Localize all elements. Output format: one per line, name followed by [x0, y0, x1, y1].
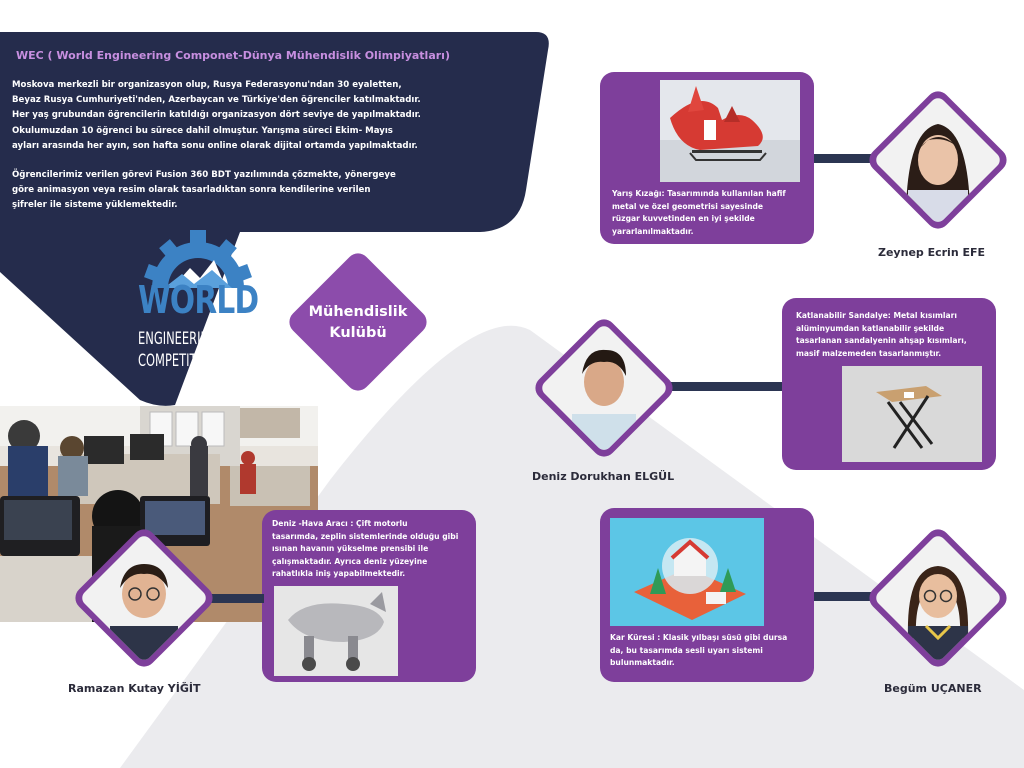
- connector-line: [814, 592, 874, 601]
- project-card-sled: [600, 72, 814, 244]
- snow-globe-icon: [610, 518, 764, 626]
- student-name-zeynep: Zeynep Ecrin EFE: [878, 246, 986, 259]
- intro-title: WEC ( World Engineering Componet-Dünya Mühendislik Olimpiyatları): [16, 49, 450, 62]
- student-name-ramazan: Ramazan Kutay YİĞİT: [68, 682, 201, 695]
- intro-paragraph-1: Moskova merkezli bir organizasyon olup, Rusya Federasyonu'ndan 30 eyaletten, Beyaz Rusya Cumhuriyeti'nden, Azerbaycan ve Türkiye'den öğrenciler katılmaktadır. Her yaş grubundan öğrencilerin katıldığı organizasyon dört seviye de yapılmaktadır. Okulumuzdan 10 öğrenci bu sürece dahil olmuştur. Yarışma süreci Ekim- Mayıs ayları arasında her ayın, son hafta sonu online olarak dijital ortamda yapılmaktadır.: [12, 80, 421, 151]
- student-photo-begum: [868, 528, 1008, 668]
- connector-line: [664, 382, 782, 391]
- logo-word-competitions: COMPETITIONS: [138, 351, 225, 371]
- world-engineering-logo: [138, 230, 258, 380]
- project-card-chair: [782, 298, 996, 470]
- project-card-snow-globe: [600, 508, 814, 682]
- project-text-sled: Yarış Kızağı: Tasarımında kullanılan hafif metal ve özel geometrisi sayesinde rüzgar kuvvetinden en iyi şekilde yararlanılmaktadır.: [612, 189, 786, 236]
- sea-air-vehicle-icon: [274, 586, 398, 676]
- project-text-snow-globe: Kar Küresi : Klasik yılbaşı süsü gibi dursa da, bu tasarımda sesli uyarı sistemi bulunmaktadır.: [610, 633, 788, 668]
- logo-word-engineering: ENGINEERING: [138, 329, 218, 349]
- logo-word-world: WORLD: [138, 278, 259, 322]
- intro-paragraph-2: Öğrencilerimiz verilen görevi Fusion 360 BDT yazılımında çözmekte, yönergeye göre animasyon veya resim olarak tasarladıktan sonra kendilerine verilen şifreler ile sisteme yüklemektedir.: [12, 170, 396, 211]
- folding-chair-icon: [842, 366, 982, 462]
- student-name-begum: Begüm UÇANER: [884, 682, 982, 695]
- project-card-sea-air-vehicle: [262, 510, 476, 682]
- sled-icon: [660, 80, 800, 182]
- student-photo-zeynep: [868, 90, 1008, 230]
- project-text-chair: Katlanabilir Sandalye: Metal kısımları alüminyumdan katlanabilir şekilde tasarlanan sandalyenin ahşap kısımları, masif malzemeden tasarlanmıştır.: [796, 311, 967, 358]
- connector-line: [814, 154, 876, 163]
- club-label: Mühendislik Kulübü: [308, 304, 408, 341]
- project-text-sea-air-vehicle: Deniz -Hava Aracı : Çift motorlu tasarımda, zeplin sistemlerinde olduğu gibi ısınan havanın yükselme prensibi ile çalışmaktadır. Ayrıca deniz yüzeyine rahatlıkla iniş yapabilmektedir.: [272, 519, 459, 579]
- student-photo-ramazan: [74, 528, 214, 668]
- student-photo-deniz: [534, 318, 674, 458]
- student-name-deniz: Deniz Dorukhan ELGÜL: [532, 470, 675, 483]
